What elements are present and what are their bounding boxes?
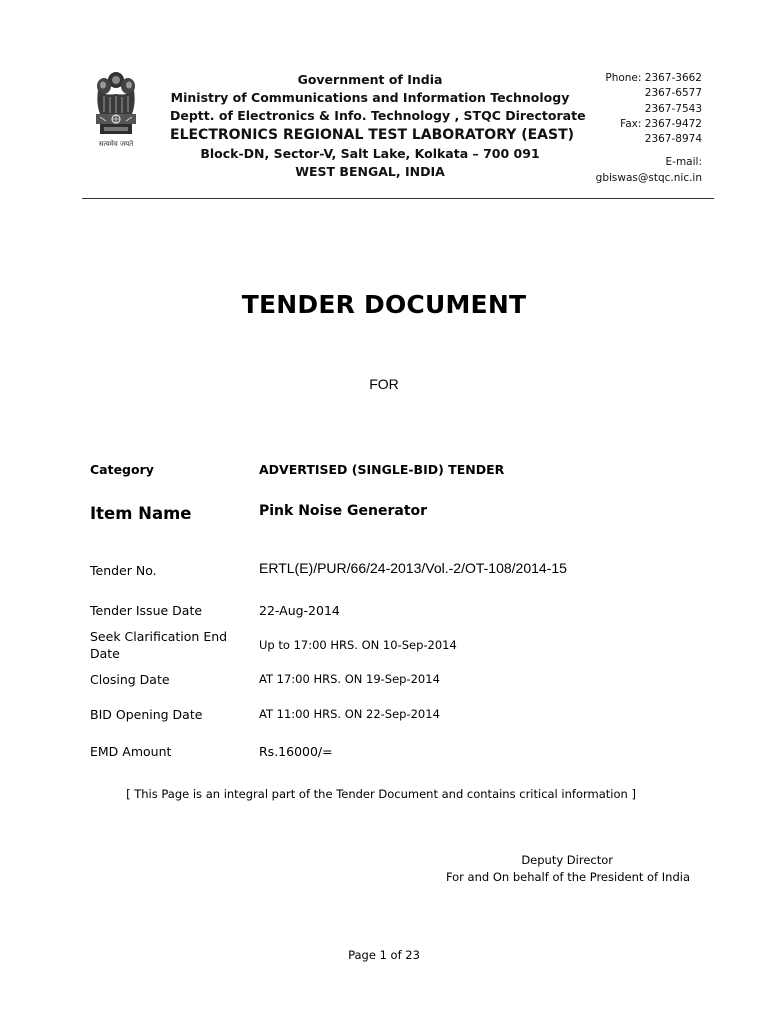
contact-block	[552, 71, 702, 186]
national-emblem-logo	[90, 70, 142, 156]
fax-number: Fax: 2367-9472	[620, 117, 702, 130]
issue-date-value: 22-Aug-2014	[259, 603, 340, 618]
clarification-label-line2: Date	[90, 646, 120, 661]
phone-number: Phone: 2367-3662	[605, 72, 702, 84]
bid-opening-label: BID Opening Date	[90, 707, 203, 722]
closing-date-value: AT 17:00 HRS. ON 19-Sep-2014	[259, 672, 440, 686]
item-name-value: Pink Noise Generator	[259, 503, 428, 519]
category-label: Category	[90, 462, 154, 477]
letterhead-line-state: WEST BENGAL, INDIA	[295, 164, 445, 179]
tender-no-value: ERTL(E)/PUR/66/24-2013/Vol.-2/OT-108/2014-15	[259, 560, 567, 576]
document-for: FOR	[369, 376, 399, 392]
emd-amount-label: EMD Amount	[90, 744, 172, 759]
letterhead-line-address: Block-DN, Sector-V, Salt Lake, Kolkata – 700 091	[200, 146, 540, 161]
letterhead-line-department: Deptt. of Electronics & Info. Technology , STQC Directorate	[170, 108, 586, 123]
page-number: Page 1 of 23	[348, 948, 420, 962]
letterhead-line-government: Government of India	[297, 72, 443, 87]
header-divider	[82, 198, 714, 199]
clarification-value: Up to 17:00 HRS. ON 10-Sep-2014	[259, 638, 457, 652]
emd-amount-value: Rs.16000/=	[259, 744, 333, 759]
email-label: E-mail:	[665, 156, 702, 169]
letterhead-line-laboratory: ELECTRONICS REGIONAL TEST LABORATORY (EAST)	[170, 127, 575, 143]
email-address: gbiswas@stqc.nic.in	[595, 171, 702, 184]
signatory-authority: For and On behalf of the President of India	[445, 870, 690, 884]
document-title: TENDER DOCUMENT	[241, 290, 527, 319]
letterhead	[170, 71, 586, 181]
bid-opening-value: AT 11:00 HRS. ON 22-Sep-2014	[259, 707, 440, 721]
fax-number-2: 2367-8974	[644, 133, 702, 146]
clarification-label-line1: Seek Clarification End	[90, 629, 228, 644]
closing-date-label: Closing Date	[90, 672, 170, 687]
issue-date-label: Tender Issue Date	[90, 603, 203, 618]
signatory-title: Deputy Director	[521, 853, 613, 867]
phone-number-3: 2367-7543	[644, 102, 702, 115]
signature-block	[420, 852, 690, 886]
category-value: ADVERTISED (SINGLE-BID) TENDER	[259, 462, 505, 477]
emblem-motto: सत्यमेव जयते	[98, 140, 134, 148]
letterhead-line-ministry: Ministry of Communications and Information Technology	[170, 90, 570, 105]
clarification-label	[90, 628, 250, 662]
integral-page-note: [ This Page is an integral part of the Tender Document and contains critical information ]	[126, 787, 636, 801]
item-name-label: Item Name	[90, 504, 192, 523]
phone-number-2: 2367-6577	[644, 87, 702, 100]
tender-no-label: Tender No.	[90, 563, 157, 578]
